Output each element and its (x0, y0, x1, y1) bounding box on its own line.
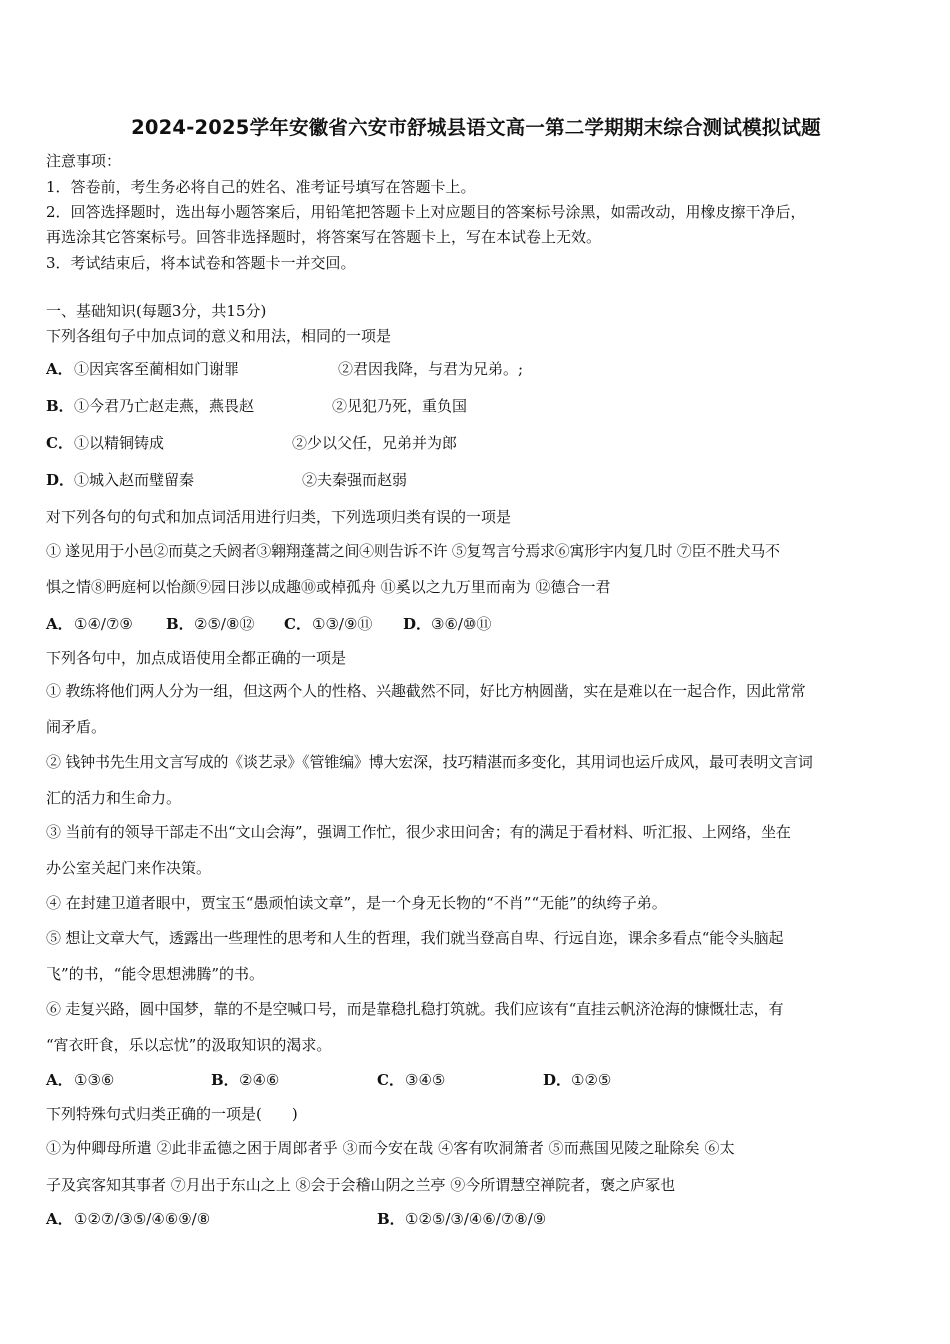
q3-sentence-6: ⑥ 走复兴路，圆中国梦，靠的不是空喊口号，而是靠稳扎稳打筑就。我们应该有“直挂云帆济沧海的慷慨壮志，有 (46, 1000, 784, 1018)
q1-option-a-2: ②君因我降，与君为兄弟。; (338, 360, 524, 378)
q3-option-a: ①③⑥ (74, 1071, 115, 1089)
q3-stem: 下列各句中，加点成语使用全都正确的一项是 (46, 649, 347, 667)
q3-sentence-1: ① 教练将他们两人分为一组，但这两个人的性格、兴趣截然不同，好比方枘圆凿，实在是难以在一起合作，因此常常 (46, 682, 806, 700)
q1-stem: 下列各组句子中加点词的意义和用法，相同的一项是 (46, 327, 392, 345)
q2-option-a-label: A． (46, 615, 73, 633)
q1-option-c-label: C． (46, 434, 73, 452)
notice-heading: 注意事项： (46, 152, 122, 170)
q2-items-line-2: 惧之情⑧眄庭柯以怡颜⑨园日涉以成趣⑩或棹孤舟 ⑪奚以之九万里而南为 ⑫德合一君 (46, 578, 611, 596)
q3-sentence-6-cont: “宵衣旰食，乐以忘忧”的汲取知识的渴求。 (46, 1036, 332, 1054)
notice-item-3: 3．考试结束后，将本试卷和答题卡一并交回。 (46, 254, 356, 272)
q2-option-d-label: D． (403, 615, 432, 633)
q2-option-a: ①④/⑦⑨ (74, 615, 133, 633)
q4-option-a-label: A． (46, 1210, 73, 1228)
q3-option-c: ③④⑤ (405, 1071, 446, 1089)
q4-items-line-1: ①为仲卿母所遣 ②此非孟德之困于周郎者乎 ③而今安在哉 ④客有吹洞箫者 ⑤而燕国见陵之耻除矣 ⑥太 (46, 1139, 735, 1157)
q1-option-a-label: A． (46, 360, 73, 378)
q2-option-c-label: C． (284, 615, 311, 633)
q2-items-line-1: ① 遂见用于小邑②而莫之夭阏者③翱翔蓬蒿之间④则告诉不许 ⑤复驾言兮焉求⑥寓形宇内复几时 ⑦臣不胜犬马不 (46, 542, 780, 560)
q2-stem: 对下列各句的句式和加点词活用进行归类，下列选项归类有误的一项是 (46, 508, 512, 526)
q1-option-b-2: ②见犯乃死，重负国 (332, 397, 468, 415)
q3-sentence-5-cont: 飞”的书，“能令思想沸腾”的书。 (46, 965, 265, 983)
q1-option-d-1: ①城入赵而璧留秦 (74, 471, 195, 489)
q3-sentence-3-cont: 办公室关起门来作决策。 (46, 859, 212, 877)
q3-option-b-label: B． (211, 1071, 239, 1089)
q1-option-a-1: ①因宾客至蔺相如门谢罪 (74, 360, 240, 378)
q2-option-d: ③⑥/⑩⑪ (431, 615, 492, 633)
q1-option-b-1: ①今君乃亡赵走燕，燕畏赵 (74, 397, 255, 415)
q4-option-b-label: B． (377, 1210, 405, 1228)
q2-option-c: ①③/⑨⑪ (312, 615, 373, 633)
q4-items-line-2: 子及宾客知其事者 ⑦月出于东山之上 ⑧会于会稽山阴之兰亭 ⑨今所谓慧空禅院者，褒之庐冢也 (46, 1176, 676, 1194)
q2-option-b-label: B． (166, 615, 194, 633)
notice-item-2: 2．回答选择题时，选出每小题答案后，用铅笔把答题卡上对应题目的答案标号涂黑，如需改动，用橡皮擦干净后， (46, 203, 806, 221)
q3-sentence-5: ⑤ 想让文章大气，透露出一些理性的思考和人生的哲理，我们就当登高自卑、行远自迩，课余多看点“能令头脑起 (46, 929, 784, 947)
q1-option-d-2: ②夫秦强而赵弱 (302, 471, 408, 489)
q4-option-b: ①②⑤/③/④⑥/⑦⑧/⑨ (405, 1210, 547, 1228)
q3-sentence-3: ③ 当前有的领导干部走不出“文山会海”，强调工作忙，很少求田问舍；有的满足于看材料、听汇报、上网络，坐在 (46, 823, 791, 841)
q3-option-a-label: A． (46, 1071, 73, 1089)
q3-sentence-1-cont: 闹矛盾。 (46, 718, 107, 736)
q3-option-b: ②④⑥ (239, 1071, 280, 1089)
q3-option-d-label: D． (543, 1071, 572, 1089)
q1-option-b-label: B． (46, 397, 74, 415)
q3-option-c-label: C． (377, 1071, 404, 1089)
q1-option-d-label: D． (46, 471, 75, 489)
q2-option-b: ②⑤/⑧⑫ (194, 615, 255, 633)
q3-sentence-2: ② 钱钟书先生用文言写成的《谈艺录》《管锥编》博大宏深，技巧精湛而多变化，其用词也运斤成风，最可表明文言词 (46, 753, 813, 771)
section-heading: 一、基础知识(每题3分，共15分) (46, 302, 267, 320)
notice-item-2-cont: 再选涂其它答案标号。回答非选择题时，将答案写在答题卡上，写在本试卷上无效。 (46, 228, 602, 246)
page-title: 2024-2025学年安徽省六安市舒城县语文高一第二学期期末综合测试模拟试题 (131, 116, 821, 139)
q1-option-c-2: ②少以父任，兄弟并为郎 (292, 434, 458, 452)
q3-sentence-4: ④ 在封建卫道者眼中，贾宝玉“愚顽怕读文章”，是一个身无长物的“不肖”“无能”的纨绔子弟。 (46, 894, 667, 912)
q3-sentence-2-cont: 汇的活力和生命力。 (46, 789, 182, 807)
q3-option-d: ①②⑤ (571, 1071, 612, 1089)
q4-stem: 下列特殊句式归类正确的一项是( ) (46, 1105, 298, 1123)
q1-option-c-1: ①以精铜铸成 (74, 434, 165, 452)
q4-option-a: ①②⑦/③⑤/④⑥⑨/⑧ (74, 1210, 211, 1228)
notice-item-1: 1．答卷前，考生务必将自己的姓名、准考证号填写在答题卡上。 (46, 178, 476, 196)
